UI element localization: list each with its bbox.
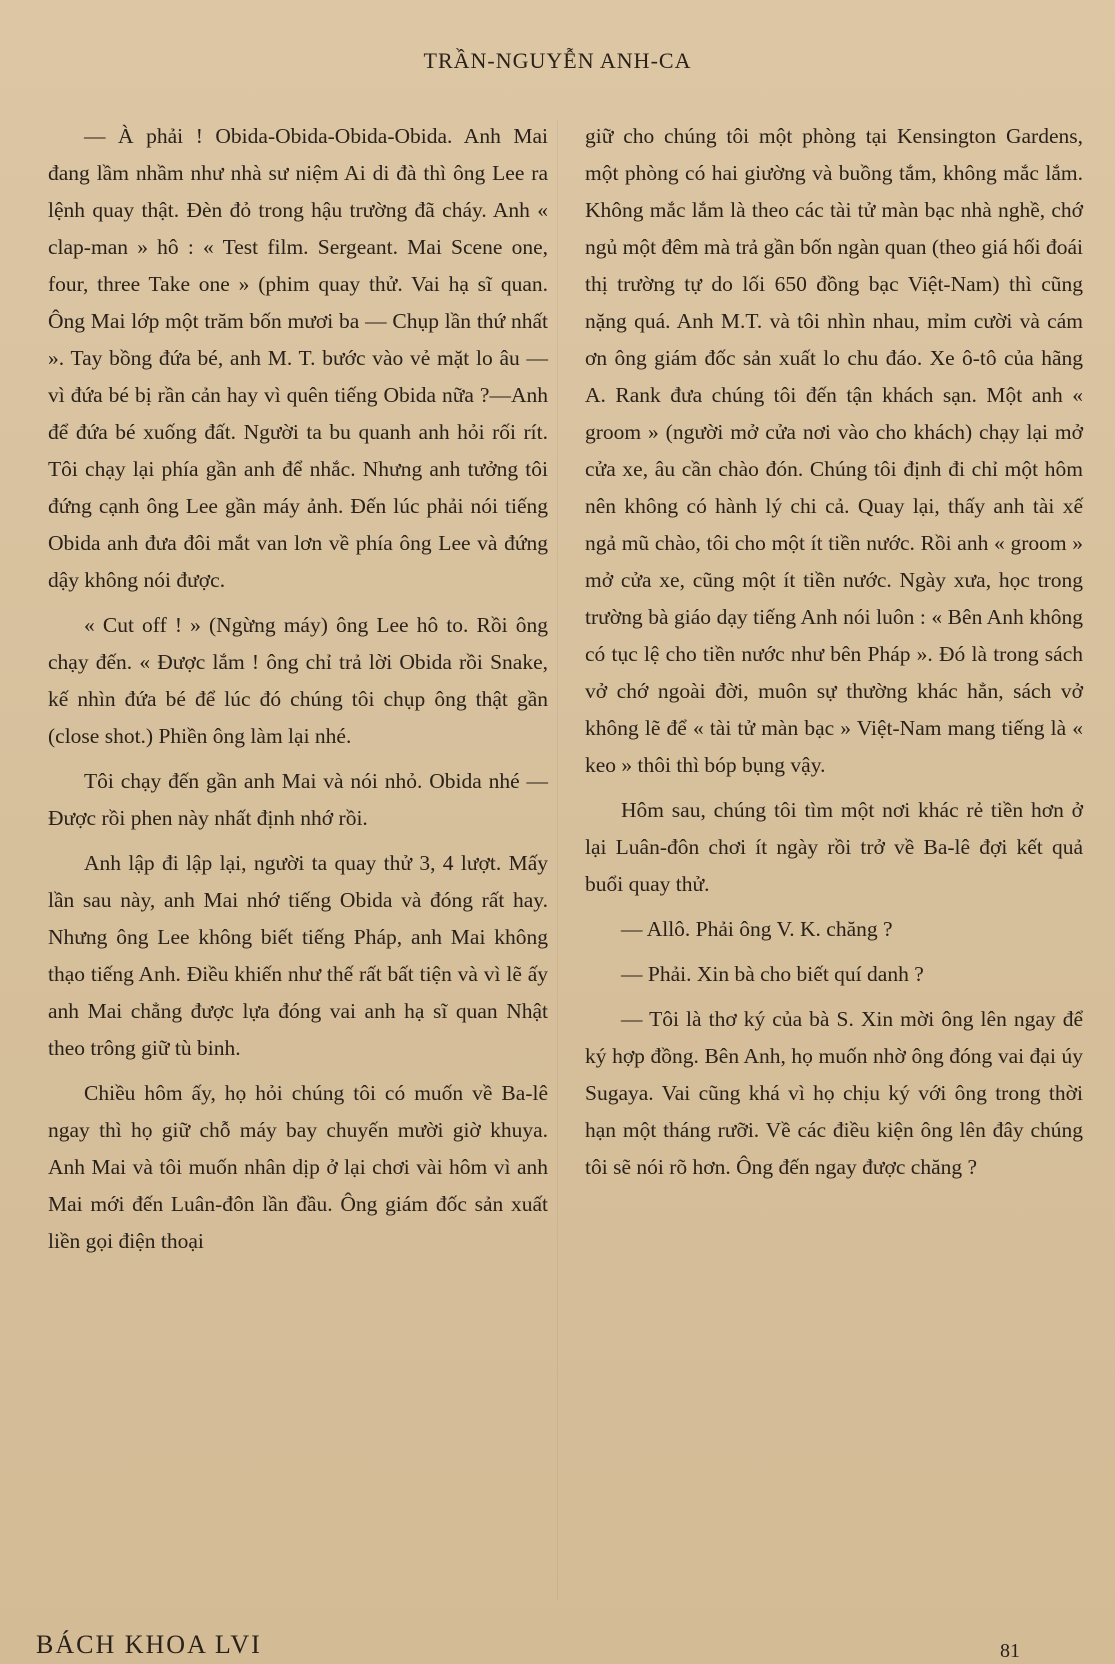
paragraph: — À phải ! Obida-Obida-Obida-Obida. Anh Mai đang lầm nhầm như nhà sư niệm Ai di đà thì ông Lee ra lệnh quay thật. Đèn đỏ trong hậu trường đã cháy. Anh « clap-man » hô : « Test film. Sergeant. Mai Scene one, four, three Take one » (phim quay thử. Vai hạ sĩ quan. Ông Mai lớp một trăm bốn mươi ba — Chụp lần thứ nhất ». Tay bồng đứa bé, anh M. T. bước vào vẻ mặt lo âu — vì đứa bé bị rần cản hay vì quên tiếng Obida nữa ?—Anh để đứa bé xuống đất. Người ta bu quanh anh hỏi rối rít. Tôi chạy lại phía gần anh để nhắc. Nhưng anh tưởng tôi đứng cạnh ông Lee gần máy ảnh. Đến lúc phải nói tiếng Obida anh đưa đôi mắt van lơn về phía ông Lee và đứng dậy không nói được.	[48, 124, 548, 592]
paragraph: — Phải. Xin bà cho biết quí danh ?	[621, 962, 924, 986]
paragraph: « Cut off ! » (Ngừng máy) ông Lee hô to. Rồi ông chạy đến. « Được lắm ! ông chỉ trả lời Obida rồi Snake, kế nhìn đứa bé để lúc đó chúng tôi chụp ông thật gần (close shot.) Phiền ông làm lại nhé.	[48, 613, 548, 748]
running-header: TRẦN-NGUYỄN ANH-CA	[423, 48, 692, 73]
left-column	[48, 118, 548, 1268]
paragraph: Hôm sau, chúng tôi tìm một nơi khác rẻ tiền hơn ở lại Luân-đôn chơi ít ngày rồi trở về Ba-lê đợi kết quả buổi quay thử.	[585, 798, 1083, 896]
paragraph: Anh lập đi lập lại, người ta quay thử 3, 4 lượt. Mấy lần sau này, anh Mai nhớ tiếng Obida và đóng rất hay. Nhưng ông Lee không biết tiếng Pháp, anh Mai không thạo tiếng Anh. Điều khiến như thế rất bất tiện và vì lẽ ấy anh Mai chẳng được lựa đóng vai anh hạ sĩ quan Nhật theo trông giữ tù binh.	[48, 851, 548, 1060]
paragraph: — Tôi là thơ ký của bà S. Xin mời ông lên ngay để ký hợp đồng. Bên Anh, họ muốn nhờ ông đóng vai đại úy Sugaya. Vai cũng khá vì họ chịu ký với ông trong thời hạn một tháng rưỡi. Về các điều kiện ông lên đây chúng tôi sẽ nói rõ hơn. Ông đến ngay được chăng ?	[585, 1007, 1083, 1179]
paragraph: — Allô. Phải ông V. K. chăng ?	[621, 917, 893, 941]
magazine-name: BÁCH KHOA LVI	[36, 1630, 262, 1659]
paragraph: Chiều hôm ấy, họ hỏi chúng tôi có muốn về Ba-lê ngay thì họ giữ chỗ máy bay chuyến mười giờ khuya. Anh Mai và tôi muốn nhân dịp ở lại chơi vài hôm vì anh Mai mới đến Luân-đôn lần đầu. Ông giám đốc sản xuất liền gọi điện thoại	[48, 1081, 548, 1253]
page-number: 81	[1000, 1640, 1020, 1662]
column-divider	[557, 120, 558, 1600]
paragraph: Tôi chạy đến gần anh Mai và nói nhỏ. Obida nhé — Được rồi phen này nhất định nhớ rồi.	[48, 769, 548, 830]
right-column	[585, 118, 1083, 1194]
paragraph: giữ cho chúng tôi một phòng tại Kensington Gardens, một phòng có hai giường và buồng tắm, không mắc lắm. Không mắc lắm là theo các tài tử màn bạc nhà nghề, chớ ngủ một đêm mà trả gần bốn ngàn quan (theo giá hối đoái thị trường tự do lối 650 đồng bạc Việt-Nam) thì cũng nặng quá. Anh M.T. và tôi nhìn nhau, mỉm cười và cám ơn ông giám đốc sản xuất lo chu đáo. Xe ô-tô của hãng A. Rank đưa chúng tôi đến tận khách sạn. Một anh « groom » (người mở cửa nơi vào cho khách) chạy lại mở cửa xe, âu cần chào đón. Chúng tôi định đi chỉ một hôm nên không có hành lý chi cả. Quay lại, thấy anh tài xế ngả mũ chào, tôi cho một ít tiền nước. Rồi anh « groom » mở cửa xe, cũng một ít tiền nước. Ngày xưa, học trong trường bà giáo dạy tiếng Anh nói luôn : « Bên Anh không có tục lệ cho tiền nước như bên Pháp ». Đó là trong sách vở chớ ngoài đời, muôn sự thường khác hẳn, sách vở không lẽ để « tài tử màn bạc » Việt-Nam mang tiếng là « keo » thôi thì bóp bụng vậy.	[585, 124, 1083, 777]
